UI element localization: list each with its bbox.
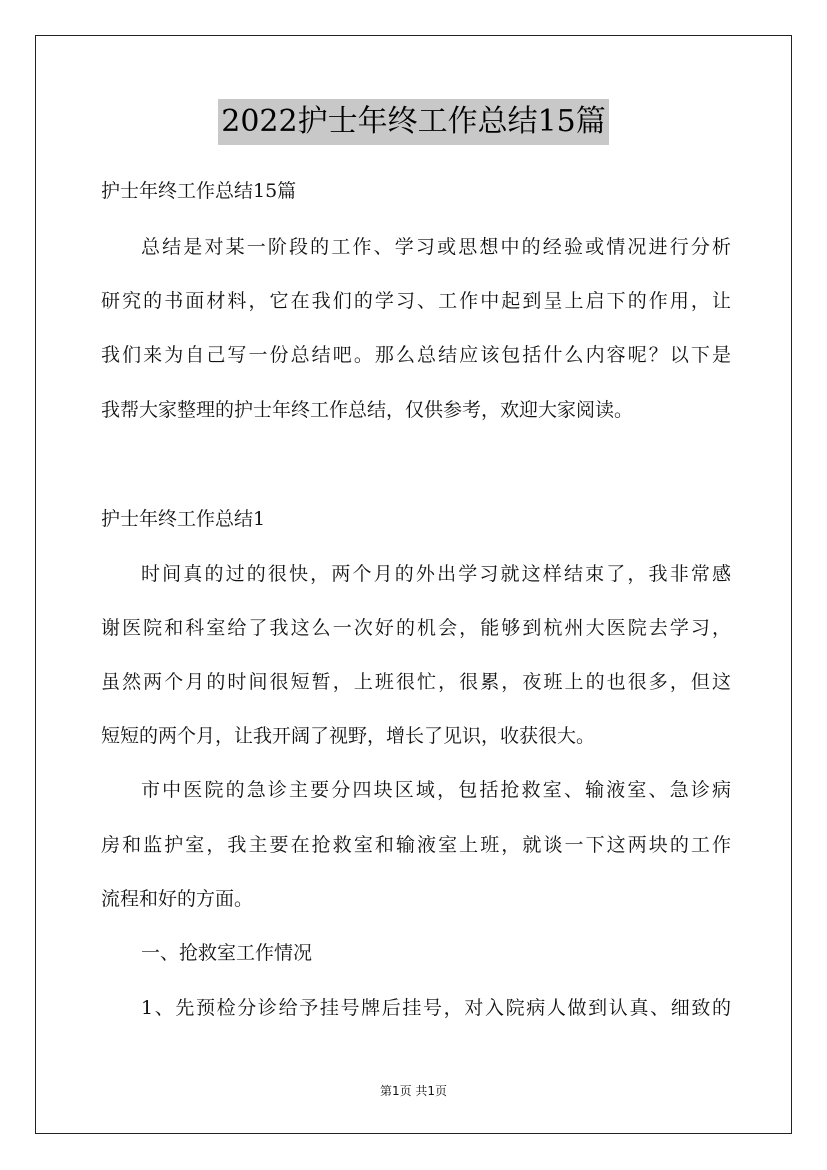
paragraph-line: 我们来为自己写一份总结吧。那么总结应该包括什么内容呢？以下是 bbox=[101, 344, 731, 366]
paragraph-line: 时间真的过的很快，两个月的外出学习就这样结束了，我非常感 bbox=[141, 563, 731, 585]
paragraph-line: 总结是对某一阶段的工作、学习或思想中的经验或情况进行分析 bbox=[141, 236, 731, 258]
paragraph-line: 房和监护室，我主要在抢救室和输液室上班，就谈一下这两块的工作 bbox=[101, 834, 731, 856]
document-title: 2022护士年终工作总结15篇 bbox=[218, 99, 609, 145]
subsection-heading: 一、抢救室工作情况 bbox=[141, 942, 313, 964]
title-container bbox=[0, 99, 827, 145]
paragraph-line: 市中医院的急诊主要分四块区域，包括抢救室、输液室、急诊病 bbox=[141, 779, 731, 801]
paragraph-line: 短短的两个月，让我开阔了视野，增长了见识，收获很大。 bbox=[101, 725, 596, 747]
paragraph-line: 研究的书面材料，它在我们的学习、工作中起到呈上启下的作用，让 bbox=[101, 290, 731, 312]
paragraph-line: 流程和好的方面。 bbox=[101, 888, 254, 910]
paragraph-line: 谢医院和科室给了我这么一次好的机会，能够到杭州大医院去学习， bbox=[101, 617, 731, 639]
paragraph-line: 虽然两个月的时间很短暂，上班很忙，很累，夜班上的也很多，但这 bbox=[101, 671, 731, 693]
paragraph-line: 我帮大家整理的护士年终工作总结，仅供参考，欢迎大家阅读。 bbox=[101, 399, 634, 421]
section-heading: 护士年终工作总结1 bbox=[101, 508, 266, 530]
paragraph-line: 1、先预检分诊给予挂号牌后挂号，对入院病人做到认真、细致的 bbox=[141, 997, 731, 1019]
section-heading: 护士年终工作总结15篇 bbox=[101, 180, 297, 202]
page-footer: 第1页 共1页 bbox=[379, 1084, 448, 1098]
